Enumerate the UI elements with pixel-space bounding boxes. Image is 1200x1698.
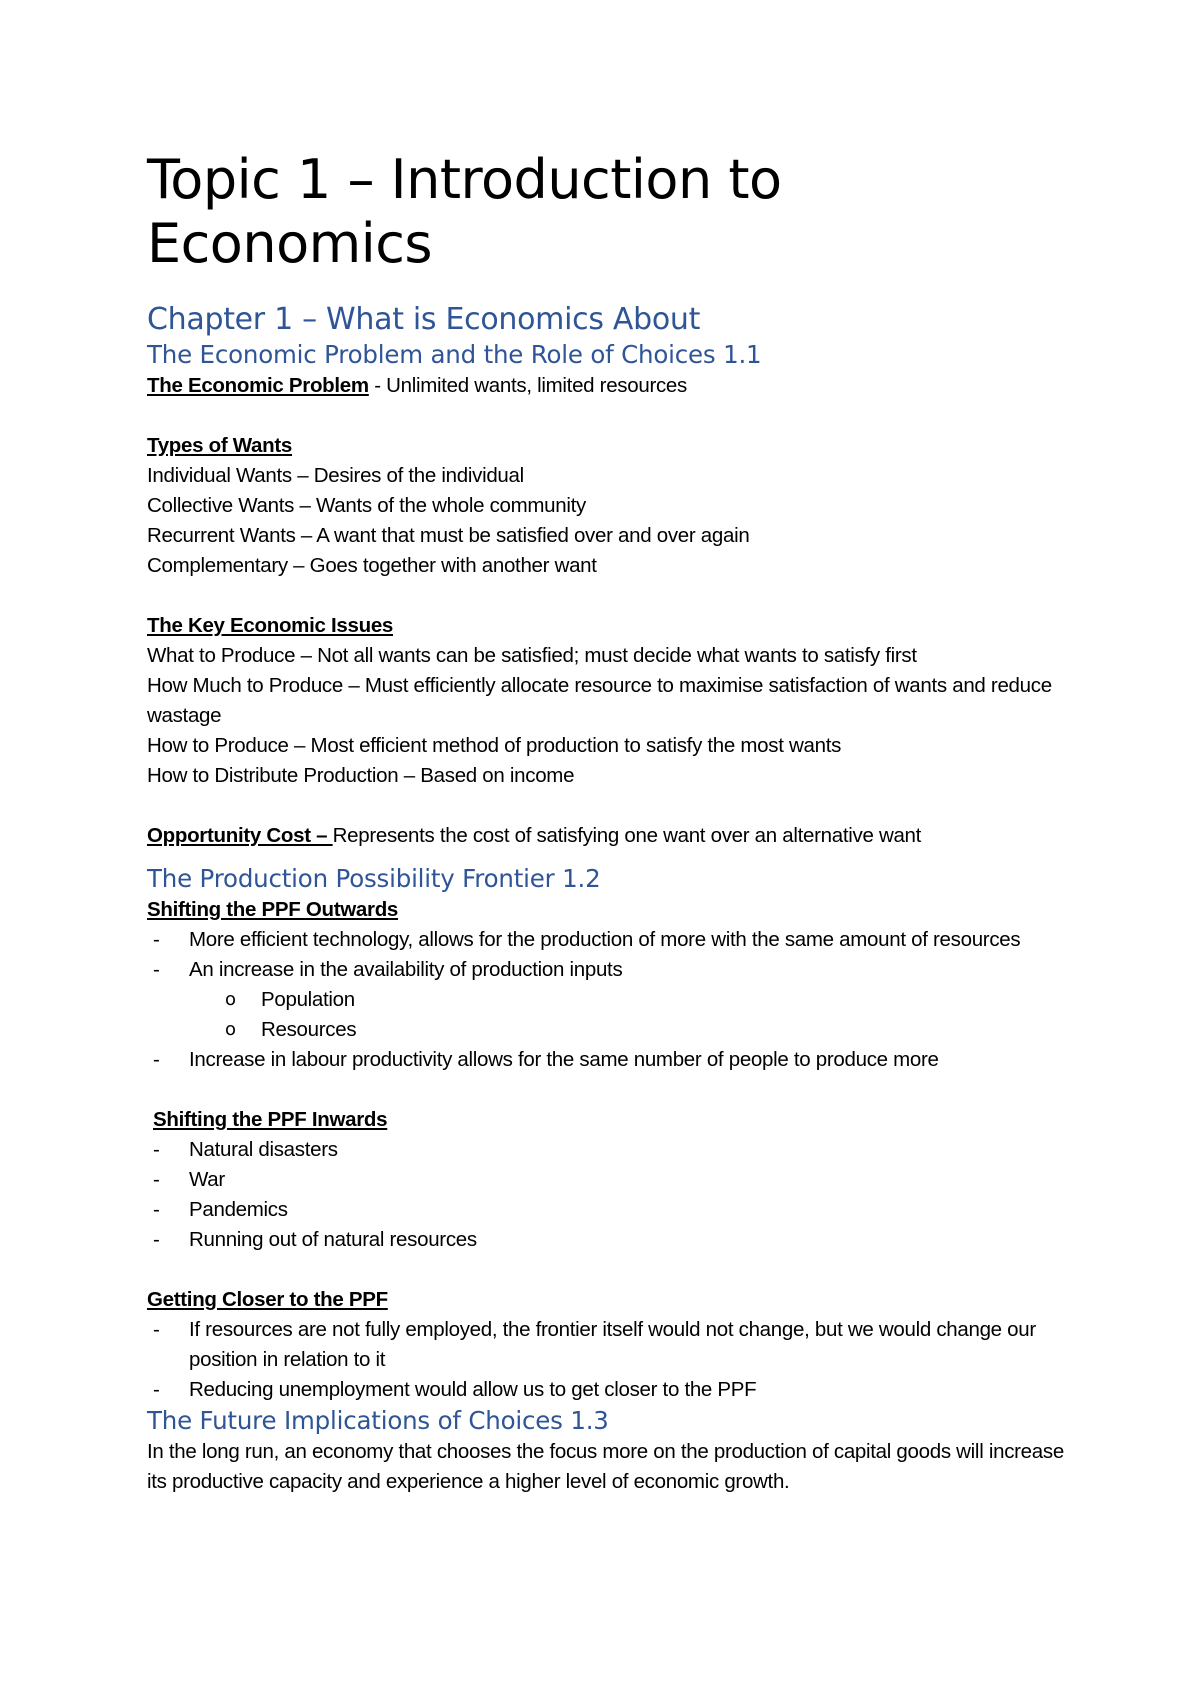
opportunity-cost-line (147, 821, 1077, 851)
outwards-list (147, 925, 1077, 985)
issue-item: What to Produce – Not all wants can be satisfied; must decide what wants to satisfy first (147, 644, 917, 667)
outwards-list-continued (147, 1045, 1077, 1075)
want-item: Collective Wants – Wants of the whole community (147, 494, 586, 517)
future-implications-text: In the long run, an economy that chooses the focus more on the production of capital goods will increase its productive capacity and experience a higher level of economic growth. (147, 1440, 1064, 1493)
opportunity-cost-text: Represents the cost of satisfying one want over an alternative want (332, 824, 922, 847)
list-item: - More efficient technology, allows for the production of more with the same amount of resources (153, 928, 1021, 951)
chapter-heading: Chapter 1 – What is Economics About (147, 302, 701, 337)
want-item: Complementary – Goes together with another want (147, 554, 597, 577)
shifting-outwards-label: Shifting the PPF Outwards (147, 898, 399, 921)
inputs-sublist (147, 985, 1077, 1045)
want-item: Individual Wants – Desires of the individual (147, 464, 524, 487)
economic-problem-text: - Unlimited wants, limited resources (368, 374, 687, 397)
list-item: - An increase in the availability of production inputs (153, 958, 623, 981)
list-item: - War (153, 1168, 225, 1191)
inwards-list (147, 1135, 1077, 1255)
list-item: - Natural disasters (153, 1138, 338, 1161)
shifting-inwards-label: Shifting the PPF Inwards (153, 1108, 388, 1131)
types-of-wants-label: Types of Wants (147, 434, 293, 457)
issue-item: How to Distribute Production – Based on income (147, 764, 575, 787)
getting-closer-label: Getting Closer to the PPF (147, 1288, 388, 1311)
section-heading-1-3: The Future Implications of Choices 1.3 (147, 1406, 609, 1435)
closer-list (147, 1315, 1077, 1405)
list-item: - Pandemics (153, 1198, 288, 1221)
sublist-item: o Resources (225, 1018, 357, 1041)
economic-problem-label: The Economic Problem (147, 374, 369, 397)
opportunity-cost-label: Opportunity Cost – (147, 824, 333, 847)
list-item: - If resources are not fully employed, the frontier itself would not change, but we would change our position in relation to it (153, 1318, 1036, 1371)
list-item: - Reducing unemployment would allow us to get closer to the PPF (153, 1378, 757, 1401)
key-issues-label: The Key Economic Issues (147, 614, 394, 637)
document-content (147, 148, 1077, 1497)
economic-problem-line (147, 371, 1077, 401)
list-item: - Running out of natural resources (153, 1228, 477, 1251)
issue-item: How to Produce – Most efficient method of production to satisfy the most wants (147, 734, 842, 757)
list-item: - Increase in labour productivity allows for the same number of people to produce more (153, 1048, 939, 1071)
section-heading-1-1: The Economic Problem and the Role of Choices 1.1 (147, 340, 762, 369)
sublist-item: o Population (225, 988, 355, 1011)
document-title: Topic 1 – Introduction to Economics (147, 148, 782, 275)
want-item: Recurrent Wants – A want that must be satisfied over and over again (147, 524, 750, 547)
issue-item: How Much to Produce – Must efficiently allocate resource to maximise satisfaction of wants and reduce wastage (147, 674, 1052, 727)
section-heading-1-2: The Production Possibility Frontier 1.2 (147, 864, 601, 893)
